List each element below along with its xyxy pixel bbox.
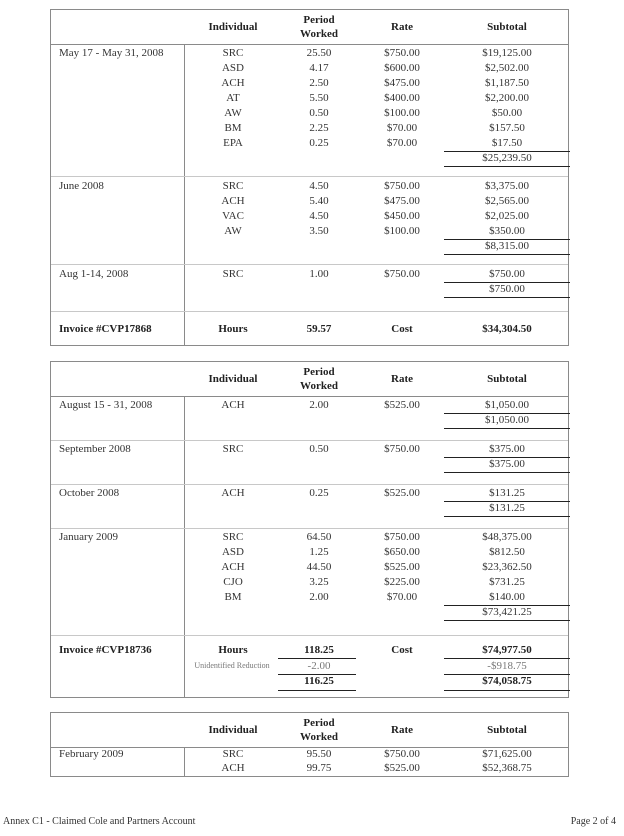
total-rule xyxy=(444,254,570,255)
cell-individual: CJO xyxy=(223,576,243,588)
cell-individual: ACH xyxy=(221,195,245,207)
cell-subtotal: $48,375.00 xyxy=(482,531,532,543)
cell-individual: ASD xyxy=(221,546,244,558)
cell-individual: AW xyxy=(224,107,242,119)
cell-rate: $475.00 xyxy=(384,195,420,207)
header-subtotal: Subtotal xyxy=(487,21,527,33)
cell-subtotal: $17.50 xyxy=(491,137,523,149)
cell-period: 0.25 xyxy=(309,487,329,499)
cell-period: 3.25 xyxy=(309,576,329,588)
cell-individual: AW xyxy=(224,225,242,237)
cell-period: 44.50 xyxy=(306,561,332,573)
footer-title: Annex C1 - Claimed Cole and Partners Account xyxy=(3,816,196,827)
cell-rate: $475.00 xyxy=(384,77,420,89)
period-label: February 2009 xyxy=(59,748,124,760)
cell-period: 1.00 xyxy=(309,268,329,280)
header-period-line1: Period xyxy=(303,366,335,378)
cell-individual: SRC xyxy=(222,47,244,59)
header-period-worked xyxy=(279,365,359,393)
header-period-line2: Worked xyxy=(300,28,338,40)
header-rate: Rate xyxy=(391,21,413,33)
cell-individual: SRC xyxy=(222,443,244,455)
header-rate: Rate xyxy=(391,724,413,736)
cell-subtotal: $3,375.00 xyxy=(485,180,529,192)
header-subtotal: Subtotal xyxy=(487,724,527,736)
invoice-cost: $74,977.50 xyxy=(482,644,532,656)
cell-period: 5.50 xyxy=(309,92,329,104)
section-total: $375.00 xyxy=(489,458,525,470)
cell-rate: $400.00 xyxy=(384,92,420,104)
reduction-label: Unidentified Reduction xyxy=(194,661,270,670)
cell-individual: ACH xyxy=(221,762,245,774)
header-period-line2: Worked xyxy=(300,380,338,392)
hours-final: 116.25 xyxy=(304,675,334,687)
cell-subtotal: $157.50 xyxy=(489,122,525,134)
cell-period: 2.00 xyxy=(309,399,329,411)
period-label: June 2008 xyxy=(59,180,104,192)
cell-period: 0.25 xyxy=(309,137,329,149)
cell-subtotal: $2,025.00 xyxy=(485,210,529,222)
header-period-line1: Period xyxy=(303,717,335,729)
cell-individual: VAC xyxy=(222,210,244,222)
total-rule xyxy=(444,166,570,167)
section-total: $73,421.25 xyxy=(482,606,532,618)
period-label: September 2008 xyxy=(59,443,131,455)
cell-individual: SRC xyxy=(222,748,244,760)
cell-period: 2.50 xyxy=(309,77,329,89)
cell-individual: ACH xyxy=(221,561,245,573)
cell-subtotal: $131.25 xyxy=(489,487,525,499)
header-subtotal: Subtotal xyxy=(487,373,527,385)
cell-rate: $525.00 xyxy=(384,487,420,499)
cell-subtotal: $140.00 xyxy=(489,591,525,603)
cell-rate: $750.00 xyxy=(384,443,420,455)
cell-subtotal: $19,125.00 xyxy=(482,47,532,59)
cell-period: 5.40 xyxy=(309,195,329,207)
cell-individual: SRC xyxy=(222,180,244,192)
table-header xyxy=(51,10,568,45)
cell-subtotal: $2,565.00 xyxy=(485,195,529,207)
header-period-line2: Worked xyxy=(300,731,338,743)
cell-rate: $100.00 xyxy=(384,225,420,237)
header-individual: Individual xyxy=(208,21,258,33)
cell-subtotal: $52,368.75 xyxy=(482,762,532,774)
cell-subtotal: $50.00 xyxy=(491,107,523,119)
total-rule xyxy=(444,297,570,298)
cell-period: 99.75 xyxy=(306,762,332,774)
cell-period: 2.00 xyxy=(309,591,329,603)
cell-individual: SRC xyxy=(222,531,244,543)
cell-individual: EPA xyxy=(223,137,243,149)
section-total: $25,239.50 xyxy=(482,152,532,164)
cell-rate: $450.00 xyxy=(384,210,420,222)
section-divider xyxy=(51,484,568,485)
cell-rate: $225.00 xyxy=(384,576,420,588)
period-label: January 2009 xyxy=(59,531,118,543)
section-total: $8,315.00 xyxy=(485,240,529,252)
invoice-cost-label: Cost xyxy=(391,323,413,335)
cell-rate: $70.00 xyxy=(386,137,418,149)
section-divider xyxy=(51,176,568,177)
cell-period: 4.50 xyxy=(309,210,329,222)
cell-rate: $750.00 xyxy=(384,180,420,192)
cell-individual: BM xyxy=(224,122,242,134)
period-label: October 2008 xyxy=(59,487,120,499)
cost-final: $74,058.75 xyxy=(482,675,532,687)
table-header xyxy=(51,713,568,748)
total-rule xyxy=(444,472,570,473)
cost-final-rule xyxy=(444,690,570,691)
cell-period: 64.50 xyxy=(306,531,332,543)
table-invoice-cvp18736 xyxy=(50,361,569,698)
cell-period: 3.50 xyxy=(309,225,329,237)
table-invoice-cvp17868 xyxy=(50,9,569,346)
section-divider xyxy=(51,528,568,529)
cell-rate: $70.00 xyxy=(386,591,418,603)
cell-subtotal: $2,200.00 xyxy=(485,92,529,104)
header-rate: Rate xyxy=(391,373,413,385)
page-number: Page 2 of 4 xyxy=(570,816,616,827)
header-individual: Individual xyxy=(208,373,258,385)
invoice-label: Invoice #CVP17868 xyxy=(59,323,152,335)
header-period-line1: Period xyxy=(303,14,335,26)
section-total: $131.25 xyxy=(489,502,525,514)
section-divider xyxy=(51,311,568,312)
table-header xyxy=(51,362,568,397)
cell-individual: ACH xyxy=(221,399,245,411)
cell-period: 1.25 xyxy=(309,546,329,558)
cell-individual: ACH xyxy=(221,77,245,89)
cell-individual: ASD xyxy=(221,62,244,74)
section-divider xyxy=(51,264,568,265)
cell-subtotal: $23,362.50 xyxy=(482,561,532,573)
hours-final-rule xyxy=(278,690,356,691)
cell-rate: $750.00 xyxy=(384,47,420,59)
invoice-cost: $34,304.50 xyxy=(482,323,532,335)
cell-rate: $525.00 xyxy=(384,561,420,573)
cell-period: 0.50 xyxy=(309,107,329,119)
cell-period: 0.50 xyxy=(309,443,329,455)
cell-subtotal: $2,502.00 xyxy=(485,62,529,74)
cost-reduction: -$918.75 xyxy=(487,660,527,672)
header-individual: Individual xyxy=(208,724,258,736)
cell-rate: $100.00 xyxy=(384,107,420,119)
invoice-hours-label: Hours xyxy=(218,323,248,335)
cell-individual: BM xyxy=(224,591,242,603)
cell-subtotal: $812.50 xyxy=(489,546,525,558)
period-label: May 17 - May 31, 2008 xyxy=(59,47,164,59)
cell-period: 4.17 xyxy=(309,62,329,74)
cell-subtotal: $731.25 xyxy=(489,576,525,588)
section-total: $1,050.00 xyxy=(485,414,529,426)
cell-period: 2.25 xyxy=(309,122,329,134)
table-february-2009 xyxy=(50,712,569,777)
cell-subtotal: $1,187.50 xyxy=(485,77,529,89)
invoice-hours-label: Hours xyxy=(218,644,248,656)
section-divider xyxy=(51,440,568,441)
cell-subtotal: $71,625.00 xyxy=(482,748,532,760)
invoice-hours: 59.57 xyxy=(306,323,332,335)
cell-subtotal: $350.00 xyxy=(489,225,525,237)
total-rule xyxy=(444,620,570,621)
cell-rate: $525.00 xyxy=(384,762,420,774)
invoice-label: Invoice #CVP18736 xyxy=(59,644,152,656)
header-period-worked xyxy=(279,716,359,744)
cell-subtotal: $1,050.00 xyxy=(485,399,529,411)
section-divider xyxy=(51,635,568,636)
cell-rate: $650.00 xyxy=(384,546,420,558)
invoice-cost-label: Cost xyxy=(391,644,413,656)
cell-subtotal: $750.00 xyxy=(489,268,525,280)
total-rule xyxy=(444,516,570,517)
cell-rate: $525.00 xyxy=(384,399,420,411)
cell-rate: $70.00 xyxy=(386,122,418,134)
hours-reduction: -2.00 xyxy=(307,660,331,672)
period-label: August 15 - 31, 2008 xyxy=(59,399,153,411)
section-total: $750.00 xyxy=(489,283,525,295)
cell-individual: AT xyxy=(226,92,240,104)
cell-subtotal: $375.00 xyxy=(489,443,525,455)
cell-individual: ACH xyxy=(221,487,245,499)
total-rule xyxy=(444,428,570,429)
cell-individual: SRC xyxy=(222,268,244,280)
period-label: Aug 1-14, 2008 xyxy=(59,268,129,280)
cell-period: 4.50 xyxy=(309,180,329,192)
cell-period: 25.50 xyxy=(306,47,332,59)
cell-rate: $600.00 xyxy=(384,62,420,74)
cell-rate: $750.00 xyxy=(384,268,420,280)
header-period-worked xyxy=(279,13,359,41)
cell-rate: $750.00 xyxy=(384,531,420,543)
cell-period: 95.50 xyxy=(306,748,332,760)
invoice-hours: 118.25 xyxy=(304,644,334,656)
cell-rate: $750.00 xyxy=(384,748,420,760)
